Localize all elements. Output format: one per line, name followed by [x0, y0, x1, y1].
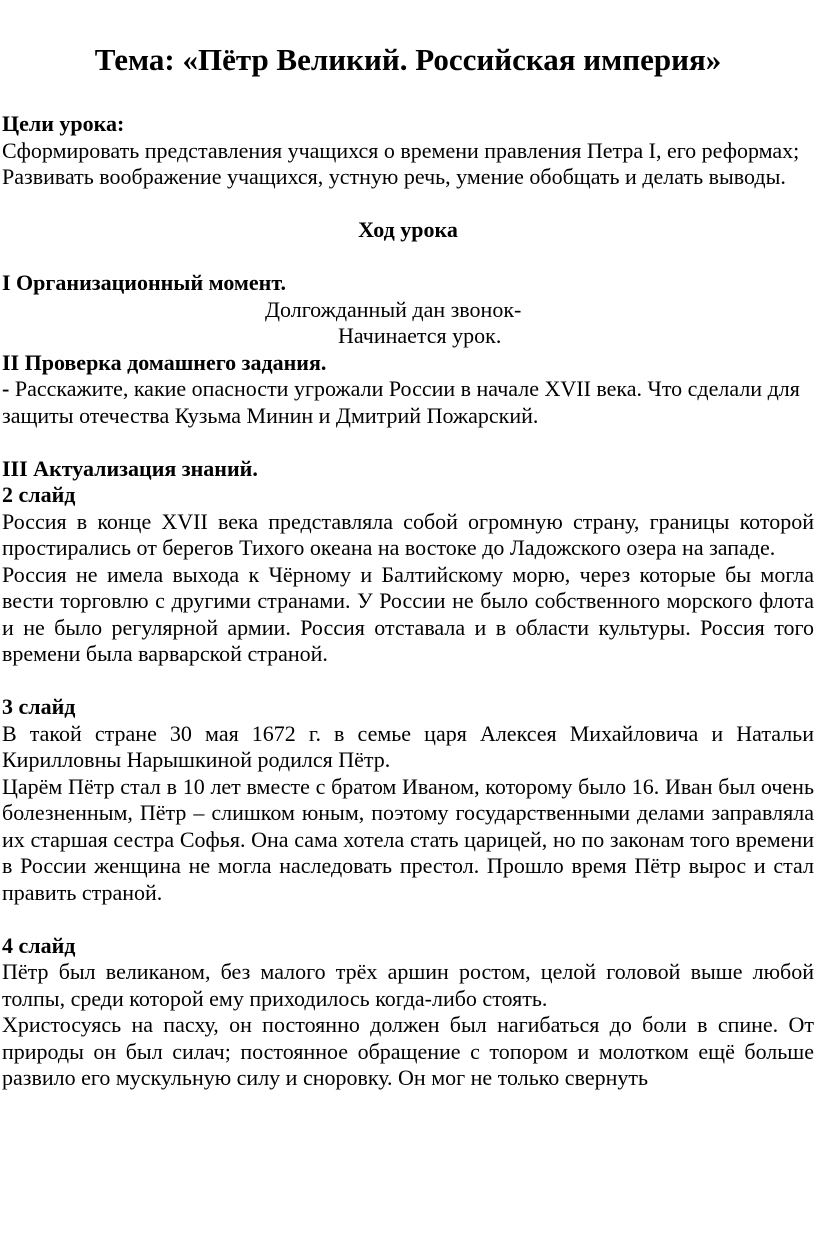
slide-label: 2 слайд	[2, 482, 76, 507]
homework-question	[2, 376, 814, 429]
goal-item: Развивать воображение учащихся, устную речь, умение обобщать и делать выводы.	[2, 164, 786, 189]
spacer	[2, 429, 814, 456]
slide-label: 3 слайд	[2, 694, 76, 719]
paragraph: В такой стране 30 мая 1672 г. в семье царя Алексея Михайловича и Натальи Кирилловны Нарышкиной родился Пётр.	[2, 720, 814, 772]
goal-item: Сформировать представления учащихся о времени правления Петра I, его реформах;	[2, 137, 800, 163]
section-heading: I Организационный момент.	[2, 270, 287, 295]
spacer	[2, 191, 814, 218]
lesson-heading: Ход урока	[358, 217, 458, 242]
paragraph: Россия не имела выхода к Чёрному и Балтийскому морю, через которые бы могла вести торговлю с другими странами. У России не было собственного морского флота и не было регулярной армии. Россия отставала и в области культуры. Россия того времени была варварской страной.	[2, 561, 814, 666]
dash-marker: -	[2, 376, 10, 401]
document-body	[2, 111, 814, 1092]
paragraph: Пётр был великаном, без малого трёх аршин ростом, целой головой выше любой толпы, среди которой ему приходилось когда-либо стоять.	[2, 959, 814, 1011]
spacer	[2, 668, 814, 695]
poem-line: Начинается урок.	[338, 323, 502, 348]
poem-line: Долгожданный дан звонок-	[265, 296, 522, 322]
section-heading: III Актуализация знаний.	[2, 455, 258, 481]
spacer	[2, 244, 814, 271]
homework-question-text: Расскажите, какие опасности угрожали России в начале XVII века. Что сделали для защиты отечества Кузьма Минин и Дмитрий Пожарский.	[2, 376, 800, 428]
goals-heading: Цели урока:	[2, 111, 125, 136]
spacer	[2, 906, 814, 933]
paragraph: Россия в конце XVII века представляла собой огромную страну, границы которой простирались от берегов Тихого океана на востоке до Ладожского озера на западе.	[2, 508, 814, 560]
document-title: Тема: «Пётр Великий. Российская империя»	[94, 42, 722, 77]
paragraph: Царём Пётр стал в 10 лет вместе с братом Иваном, которому было 16. Иван был очень болезненным, Пётр – слишком юным, поэтому государственными делами заправляла их старшая сестра Софья. Она сама хотела стать царицей, но по законам того времени в России женщина не могла наследовать престол. Прошло время Пётр вырос и стал править страной.	[2, 773, 814, 905]
slide-label: 4 слайд	[2, 932, 76, 958]
section-heading: II Проверка домашнего задания.	[2, 349, 327, 375]
paragraph: Христосуясь на пасху, он постоянно должен был нагибаться до боли в спине. От природы он был силач; постоянное обращение с топором и молотком ещё больше развило его мускульную силу и сноровку. Он мог не только свернуть	[2, 1012, 814, 1090]
